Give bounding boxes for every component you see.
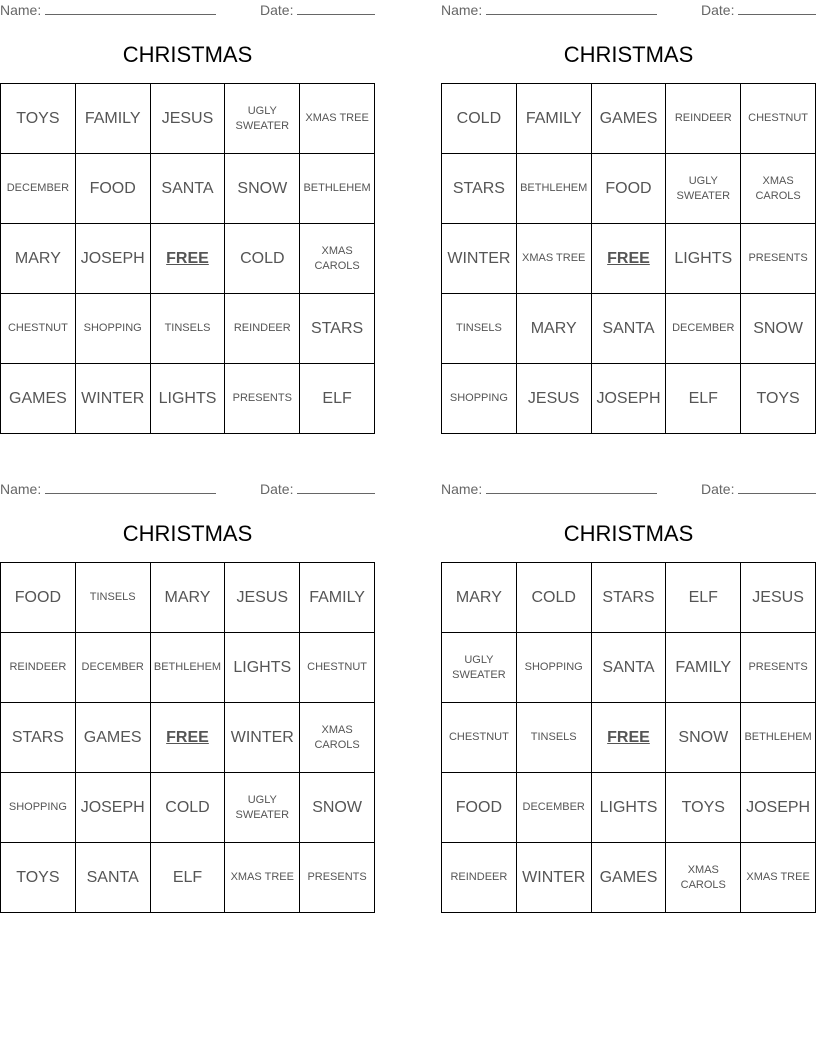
bingo-cell[interactable] [442,224,517,294]
name-field [0,2,216,18]
bingo-cell-text: STARS [602,588,655,606]
bingo-cell[interactable] [442,843,517,913]
bingo-cell[interactable] [442,364,517,434]
bingo-cell[interactable] [1,224,76,294]
bingo-cell-text: SANTA [602,319,655,337]
bingo-cell-text: ELF [688,588,718,606]
bingo-cell-text: FAMILY [84,109,141,127]
bingo-cell-text: SHOPPING [449,392,508,404]
date-blank-line[interactable] [738,481,816,494]
bingo-cell[interactable] [300,224,375,294]
bingo-cell[interactable] [300,84,375,154]
bingo-cell-text: GAMES [9,389,67,407]
date-label: Date: [260,481,294,497]
bingo-cell-text: COLD [165,798,210,816]
bingo-cell[interactable] [666,294,741,364]
bingo-cell[interactable] [741,843,816,913]
name-blank-line[interactable] [45,2,216,15]
bingo-cell[interactable] [666,224,741,294]
bingo-cell[interactable] [76,843,151,913]
name-blank-line[interactable] [486,481,657,494]
bingo-cell[interactable] [666,843,741,913]
bingo-cell[interactable] [442,633,517,703]
bingo-cell-text: TINSELS [530,731,577,743]
bingo-cell-text: WINTER [447,249,511,267]
name-blank-line[interactable] [45,481,216,494]
name-blank-line[interactable] [486,2,657,15]
bingo-cell[interactable] [151,563,226,633]
bingo-cell[interactable] [592,843,667,913]
bingo-cell[interactable] [517,703,592,773]
bingo-cell-text: TOYS [681,798,725,816]
bingo-cell[interactable] [225,843,300,913]
bingo-cell[interactable] [1,633,76,703]
bingo-cell-text: FOOD [89,179,136,197]
bingo-cell-text: XMAS TREE [230,871,294,883]
bingo-cell-text: SANTA [161,179,214,197]
name-field [0,481,216,497]
card-title: CHRISTMAS [563,42,694,67]
bingo-cell-text: FAMILY [525,109,582,127]
bingo-cell[interactable] [741,773,816,843]
bingo-cell[interactable] [300,294,375,364]
bingo-cell[interactable] [517,364,592,434]
bingo-cell[interactable] [225,703,300,773]
bingo-cell-text: DECEMBER [6,182,70,194]
bingo-cell-text: STARS [11,728,64,746]
bingo-cell-text: UGLY SWEATER [235,793,290,821]
bingo-grid [0,83,375,434]
bingo-cell-text: MARY [164,588,211,606]
bingo-cell[interactable] [300,703,375,773]
bingo-cell[interactable] [300,773,375,843]
bingo-cell-text: SNOW [753,319,803,337]
bingo-card [0,479,375,886]
bingo-cell[interactable] [300,633,375,703]
bingo-cell-text: FOOD [14,588,61,606]
card-title: CHRISTMAS [563,521,694,546]
bingo-cell-text: LIGHTS [599,798,658,816]
bingo-cell[interactable] [300,154,375,224]
bingo-cell[interactable] [592,364,667,434]
bingo-cell-text: TOYS [16,868,60,886]
bingo-cell-text: JOSEPH [80,249,145,267]
date-label: Date: [701,2,735,18]
bingo-cell[interactable] [76,563,151,633]
bingo-cell-text: LIGHTS [158,389,217,407]
bingo-cell[interactable] [1,773,76,843]
bingo-cell-text: JOSEPH [746,798,811,816]
bingo-cell-text: UGLY SWEATER [452,653,506,681]
date-label: Date: [260,2,294,18]
bingo-cell-text: CHESTNUT [307,661,368,673]
bingo-cell[interactable] [741,633,816,703]
bingo-card [441,479,816,891]
bingo-cell-text: DECEMBER [672,322,735,334]
bingo-cell[interactable] [666,364,741,434]
bingo-cell-text: SANTA [86,868,139,886]
bingo-cell[interactable] [1,84,76,154]
bingo-cell-text: TOYS [756,389,800,407]
bingo-cell-text: CHESTNUT [748,112,809,124]
name-label: Name: [441,2,483,18]
bingo-cell[interactable] [741,294,816,364]
date-blank-line[interactable] [738,2,816,15]
bingo-cell-text: REINDEER [9,661,67,673]
bingo-cell[interactable] [517,224,592,294]
free-space-cell[interactable] [151,703,226,773]
bingo-cell[interactable] [1,703,76,773]
free-space-cell[interactable] [592,703,667,773]
bingo-card [0,0,375,407]
bingo-cell-text: XMAS TREE [746,871,810,883]
bingo-cell[interactable] [76,294,151,364]
bingo-cell[interactable] [76,224,151,294]
bingo-cell-text: REINDEER [450,871,508,883]
bingo-card [441,0,816,407]
bingo-cell-text: FREE [166,728,209,746]
bingo-cell[interactable] [1,154,76,224]
bingo-cell[interactable] [517,843,592,913]
bingo-cell[interactable] [592,84,667,154]
bingo-cell[interactable] [76,154,151,224]
bingo-cell-text: ELF [172,868,203,886]
bingo-cell[interactable] [517,773,592,843]
bingo-cell-text: PRESENTS [748,661,808,673]
bingo-cell[interactable] [442,84,517,154]
bingo-cell[interactable] [76,703,151,773]
bingo-cell-text: CHESTNUT [7,322,68,334]
bingo-cell-text: COLD [456,109,502,127]
date-field [701,2,816,18]
bingo-cell[interactable] [151,364,226,434]
bingo-cell-text: REINDEER [233,322,291,334]
bingo-cell[interactable] [442,563,517,633]
bingo-cell[interactable] [592,154,667,224]
bingo-cell-text: COLD [531,588,576,606]
bingo-cell-text: JESUS [752,588,804,606]
bingo-cell[interactable] [300,563,375,633]
date-blank-line[interactable] [297,2,375,15]
bingo-cell-text: PRESENTS [307,871,367,883]
bingo-cell-text: XMAS CAROLS [755,174,801,202]
bingo-cell-text: SANTA [602,658,655,676]
name-label: Name: [441,481,483,497]
bingo-cell-text: FREE [607,728,650,746]
bingo-cell-text: JOSEPH [596,389,661,407]
bingo-cell[interactable] [1,364,76,434]
bingo-cell[interactable] [151,633,226,703]
free-space-cell[interactable] [151,224,226,294]
bingo-cell-text: REINDEER [674,112,732,124]
bingo-cell-text: GAMES [599,109,658,127]
bingo-grid [441,83,816,434]
bingo-cell-text: WINTER [81,389,145,407]
bingo-cell-text: FAMILY [309,588,365,606]
bingo-cell[interactable] [300,843,375,913]
bingo-cell[interactable] [151,294,226,364]
bingo-cell-text: SHOPPING [524,661,583,673]
bingo-cell-text: GAMES [599,868,658,886]
bingo-cell[interactable] [225,633,300,703]
bingo-cell[interactable] [225,154,300,224]
bingo-cell[interactable] [741,84,816,154]
bingo-cell-text: STARS [311,319,364,337]
bingo-cell-text: MARY [530,319,577,337]
bingo-cell[interactable] [741,224,816,294]
name-field [441,481,657,497]
bingo-grid [0,562,375,913]
bingo-cell[interactable] [1,294,76,364]
bingo-cell-text: DECEMBER [522,801,585,813]
bingo-cell-text: TINSELS [89,591,136,603]
bingo-cell-text: XMAS CAROLS [314,244,360,272]
name-field [441,2,657,18]
bingo-cell[interactable] [592,633,667,703]
bingo-cell[interactable] [741,364,816,434]
bingo-cell[interactable] [300,364,375,434]
bingo-cell[interactable] [151,154,226,224]
bingo-cell-text: PRESENTS [232,392,292,404]
bingo-cell-text: SNOW [312,798,362,816]
free-space-cell[interactable] [592,224,667,294]
bingo-cell[interactable] [741,563,816,633]
bingo-cell[interactable] [442,154,517,224]
bingo-cell[interactable] [666,84,741,154]
bingo-cell[interactable] [666,563,741,633]
bingo-cell[interactable] [225,294,300,364]
bingo-cell[interactable] [517,84,592,154]
bingo-cell-text: COLD [240,249,285,267]
bingo-cell[interactable] [151,84,226,154]
date-field [260,481,375,497]
bingo-cell[interactable] [666,703,741,773]
bingo-cell[interactable] [225,364,300,434]
bingo-cell[interactable] [76,633,151,703]
bingo-cell[interactable] [741,703,816,773]
bingo-cell-text: JOSEPH [80,798,145,816]
bingo-cell[interactable] [225,84,300,154]
card-title: CHRISTMAS [122,42,253,67]
bingo-cell[interactable] [76,84,151,154]
bingo-cell-text: PRESENTS [748,252,808,264]
bingo-cell-text: MARY [455,588,502,606]
bingo-cell[interactable] [517,154,592,224]
bingo-cell[interactable] [442,294,517,364]
bingo-cell[interactable] [442,773,517,843]
bingo-cell[interactable] [1,843,76,913]
bingo-cell-text: TINSELS [164,322,211,334]
bingo-cell[interactable] [151,843,226,913]
card-title: CHRISTMAS [122,521,253,546]
bingo-cell[interactable] [666,773,741,843]
bingo-cell-text: JESUS [161,109,214,127]
date-field [701,481,816,497]
bingo-cell-text: WINTER [230,728,294,746]
bingo-cell-text: XMAS TREE [305,112,369,124]
bingo-cell-text: XMAS CAROLS [680,863,726,891]
bingo-cell-text: TINSELS [455,322,502,334]
bingo-cell-text: MARY [14,249,61,267]
bingo-cell-text: DECEMBER [81,661,144,673]
bingo-cell[interactable] [1,563,76,633]
bingo-cell[interactable] [442,703,517,773]
bingo-cell-text: TOYS [16,109,60,127]
bingo-cell-text: UGLY SWEATER [676,174,731,202]
bingo-cell-text: FAMILY [675,658,732,676]
bingo-cell[interactable] [76,364,151,434]
bingo-cell[interactable] [592,563,667,633]
bingo-cell-text: LIGHTS [674,249,733,267]
bingo-cell-text: FOOD [605,179,652,197]
bingo-cell-text: BETHLEHEM [520,182,588,194]
bingo-cell-text: JESUS [527,389,580,407]
bingo-cell-text: WINTER [522,868,586,886]
date-blank-line[interactable] [297,481,375,494]
bingo-cell[interactable] [517,294,592,364]
bingo-cell-text: STARS [452,179,505,197]
bingo-cell-text: ELF [688,389,718,407]
bingo-cell[interactable] [151,773,226,843]
bingo-cell-text: XMAS CAROLS [314,723,360,751]
bingo-cell-text: FREE [166,249,209,267]
bingo-cell[interactable] [225,224,300,294]
bingo-cell-text: GAMES [83,728,142,746]
bingo-cell[interactable] [225,773,300,843]
bingo-cell-text: SNOW [678,728,729,746]
bingo-cell-text: JESUS [236,588,289,606]
date-label: Date: [701,481,735,497]
bingo-cell-text: BETHLEHEM [744,731,812,743]
bingo-cell-text: FOOD [455,798,502,816]
bingo-grid [441,562,816,913]
bingo-cell-text: BETHLEHEM [153,661,222,673]
bingo-cell[interactable] [741,154,816,224]
name-label: Name: [0,481,42,497]
bingo-cell-text: CHESTNUT [448,731,509,743]
bingo-cell-text: LIGHTS [233,658,292,676]
bingo-cell-text: ELF [322,389,352,407]
bingo-cell-text: BETHLEHEM [303,182,371,194]
bingo-cell[interactable] [225,563,300,633]
date-field [260,2,375,18]
bingo-cell-text: XMAS TREE [522,252,586,264]
bingo-cell-text: UGLY SWEATER [235,104,290,132]
bingo-cell[interactable] [666,154,741,224]
name-label: Name: [0,2,42,18]
bingo-cell[interactable] [592,294,667,364]
bingo-cell-text: SHOPPING [83,322,142,334]
bingo-cell-text: FREE [607,249,650,267]
bingo-cell[interactable] [592,773,667,843]
bingo-cell-text: SNOW [237,179,288,197]
bingo-cell[interactable] [76,773,151,843]
bingo-cell[interactable] [517,563,592,633]
bingo-cell-text: SHOPPING [8,801,67,813]
bingo-cell[interactable] [666,633,741,703]
bingo-cell[interactable] [517,633,592,703]
